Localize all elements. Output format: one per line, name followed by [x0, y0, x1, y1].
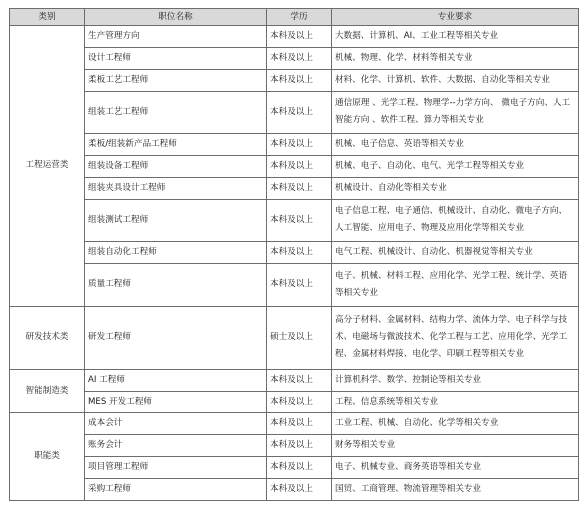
job-title-cell: 账务会计: [85, 435, 267, 457]
education-cell: 本科及以上: [267, 457, 332, 479]
job-title-cell: 项目管理工程师: [85, 457, 267, 479]
table-row: [10, 177, 579, 199]
education-cell: 本科及以上: [267, 26, 332, 48]
header-major-requirements: 专业要求: [332, 9, 579, 26]
table-row: [10, 26, 579, 48]
header-education: 学历: [267, 9, 332, 26]
table-row: [10, 264, 579, 307]
major-requirements-cell: 财务等相关专业: [332, 435, 579, 457]
table-row: [10, 47, 579, 69]
header-job-title: 职位名称: [85, 9, 267, 26]
table-row: [10, 435, 579, 457]
job-title-cell: 组装设备工程师: [85, 155, 267, 177]
table-body: [10, 26, 579, 501]
major-requirements-cell: 材料、化学、计算机、软件、大数据、自动化等相关专业: [332, 69, 579, 91]
education-cell: 本科及以上: [267, 91, 332, 134]
job-title-cell: 质量工程师: [85, 264, 267, 307]
job-title-cell: 成本会计: [85, 413, 267, 435]
job-title-cell: 组装工艺工程师: [85, 91, 267, 134]
category-cell: 职能类: [10, 413, 85, 501]
education-cell: 本科及以上: [267, 413, 332, 435]
education-cell: 本科及以上: [267, 69, 332, 91]
education-cell: 本科及以上: [267, 199, 332, 242]
job-title-cell: MES 开发工程师: [85, 391, 267, 413]
major-requirements-cell: 通信原理 、光学工程、物理学--力学方向、 微电子方向、人工智能方向 、软件工程、算力等相关专业: [332, 91, 579, 134]
table-row: [10, 457, 579, 479]
table-row: [10, 69, 579, 91]
major-requirements-cell: 高分子材料、金属材料、结构力学、流体力学、电子科学与技术、电磁场与微波技术、化学工程与工艺、应用化学、光学工程、金属材料焊接、电化学、印刷工程等相关专业: [332, 306, 579, 369]
major-requirements-cell: 机械、电子信息、英语等相关专业: [332, 134, 579, 156]
major-requirements-cell: 电气工程、机械设计、自动化、机器视觉等相关专业: [332, 242, 579, 264]
category-cell: 工程运营类: [10, 26, 85, 307]
table-row: [10, 199, 579, 242]
major-requirements-cell: 机械、电子、自动化、电气、光学工程等相关专业: [332, 155, 579, 177]
job-requirements-table: [9, 8, 579, 501]
major-requirements-cell: 机械、物理、化学、材料等相关专业: [332, 47, 579, 69]
major-requirements-cell: 计算机科学、数学、控制论等相关专业: [332, 369, 579, 391]
education-cell: 本科及以上: [267, 369, 332, 391]
education-cell: 本科及以上: [267, 391, 332, 413]
job-title-cell: 组装自动化工程师: [85, 242, 267, 264]
table-row: [10, 391, 579, 413]
education-cell: 硕士及以上: [267, 306, 332, 369]
table-row: [10, 91, 579, 134]
education-cell: 本科及以上: [267, 155, 332, 177]
job-title-cell: 柔板工艺工程师: [85, 69, 267, 91]
table-row: [10, 479, 579, 501]
education-cell: 本科及以上: [267, 134, 332, 156]
job-title-cell: 组装测试工程师: [85, 199, 267, 242]
major-requirements-cell: 国贸、工商管理、物流管理等相关专业: [332, 479, 579, 501]
table-row: [10, 369, 579, 391]
job-title-cell: 采购工程师: [85, 479, 267, 501]
job-title-cell: 柔板/组装新产品工程师: [85, 134, 267, 156]
category-cell: 研发技术类: [10, 306, 85, 369]
major-requirements-cell: 工业工程、机械、自动化、化学等相关专业: [332, 413, 579, 435]
table-row: [10, 155, 579, 177]
category-cell: 智能制造类: [10, 369, 85, 413]
education-cell: 本科及以上: [267, 47, 332, 69]
education-cell: 本科及以上: [267, 435, 332, 457]
table-header-row: [10, 9, 579, 26]
job-title-cell: 设计工程师: [85, 47, 267, 69]
education-cell: 本科及以上: [267, 242, 332, 264]
major-requirements-cell: 机械设计、自动化等相关专业: [332, 177, 579, 199]
table-row: [10, 306, 579, 369]
job-title-cell: 生产管理方向: [85, 26, 267, 48]
education-cell: 本科及以上: [267, 479, 332, 501]
table-row: [10, 134, 579, 156]
major-requirements-cell: 电子、机械专业、商务英语等相关专业: [332, 457, 579, 479]
major-requirements-cell: 电子信息工程、电子通信、机械设计、自动化、微电子方向、人工智能、应用电子、物理及应用化学等相关专业: [332, 199, 579, 242]
table-row: [10, 242, 579, 264]
education-cell: 本科及以上: [267, 264, 332, 307]
job-title-cell: 组装夹具设计工程师: [85, 177, 267, 199]
table-row: [10, 413, 579, 435]
header-category: 类别: [10, 9, 85, 26]
major-requirements-cell: 工程、信息系统等相关专业: [332, 391, 579, 413]
job-title-cell: 研发工程师: [85, 306, 267, 369]
job-title-cell: AI 工程师: [85, 369, 267, 391]
education-cell: 本科及以上: [267, 177, 332, 199]
major-requirements-cell: 电子、机械、材料工程、应用化学、光学工程、统计学、英语等相关专业: [332, 264, 579, 307]
major-requirements-cell: 大数据、计算机、AI、工业工程等相关专业: [332, 26, 579, 48]
